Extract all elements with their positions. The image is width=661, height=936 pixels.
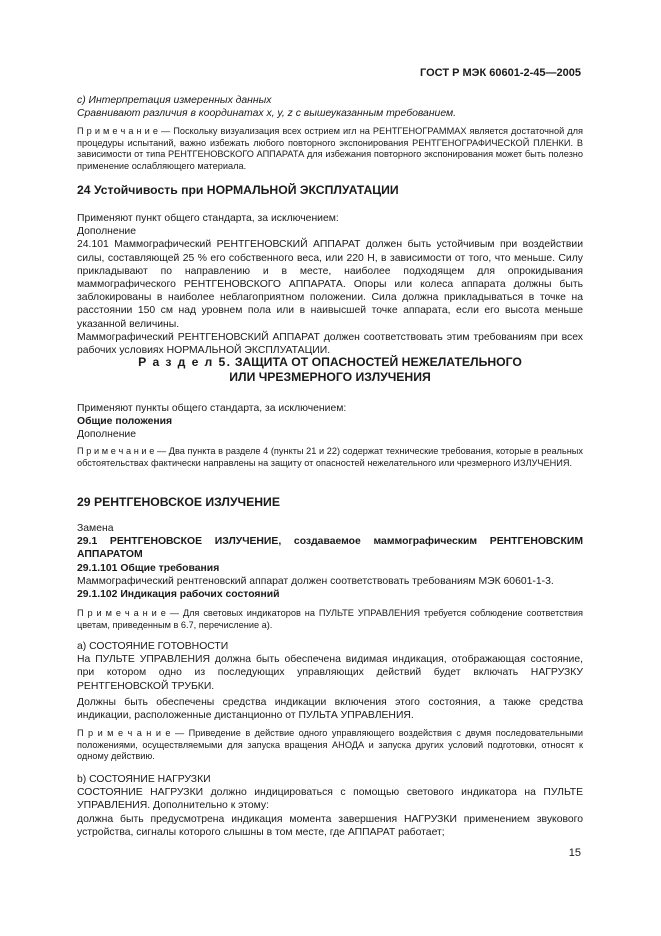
section-24-intro: Применяют пункт общего стандарта, за исключением: — [77, 213, 339, 224]
clause-24-101: 24.101 Маммографический РЕНТГЕНОВСКИЙ АППАРАТ должен быть устойчивым при воздействии силы, составляющей 25 % его собственного веса, или 220 Н, в зависимости от того, что меньше. Силу прикладывают по направлению и в месте, наиболее подходящем для опрокидывания маммографического РЕНТГЕНОВСКОГО АППАРАТА. Опоры или колеса аппарата должны быть заблокированы в наиболее неблагоприятном положении. Сила должна прикладываться в точке на расстоянии 150 см над уровнем пола или в наивысшей точке аппарата, если его высота меньше указанной величины. — [77, 239, 583, 330]
section-5-title-line2: ИЛИ ЧРЕЗМЕРНОГО ИЗЛУЧЕНИЯ — [229, 370, 431, 384]
note-4-label: П р и м е ч а н и е — [77, 728, 171, 738]
block-c — [77, 94, 583, 120]
state-a-p1: На ПУЛЬТЕ УПРАВЛЕНИЯ должна быть обеспечена видимая индикация, отображающая состояние, при котором одно из последующих управляющих действий будет включать НАГРУЗКУ РЕНТГЕНОВСКОЙ ТРУБКИ. — [77, 654, 583, 692]
note-3 — [77, 608, 583, 631]
page-number: 15 — [568, 847, 581, 859]
note-3-text: — Для световых индикаторов на ПУЛЬТЕ УПРАВЛЕНИЯ требуется соблюдение соответствия цветам, приведенным в 6.7, перечисление а). — [77, 608, 583, 630]
clause-29-1-102-title: 29.1.102 Индикация рабочих состояний — [77, 589, 280, 601]
block-c-line2: Сравнивают различия в координатах x, y, z с вышеуказанным требованием. — [77, 108, 457, 120]
section-5-addition: Дополнение — [77, 429, 137, 441]
note-2-label: П р и м е ч а н и е — [77, 446, 155, 456]
section-29-body — [77, 522, 583, 601]
clause-29-1-title: 29.1 РЕНТГЕНОВСКОЕ ИЗЛУЧЕНИЕ, создаваемое маммографическим РЕНТГЕНОВСКИМ АППАРАТОМ — [77, 536, 583, 561]
clause-24-101-p2: Маммографический РЕНТГЕНОВСКИЙ АППАРАТ должен соответствовать этим требованиям при всех рабочих условиях НОРМАЛЬНОЙ ЭКСПЛУАТАЦИИ. — [77, 331, 583, 357]
block-c-line1: c) Интерпретация измеренных данных — [77, 95, 272, 106]
note-4-text: — Приведение в действие одного управляющего воздействия с двумя последовательными положениями, осуществляемыми для запуска вращения АНОДА и запуска других условий подготовки, относят к одному действию. — [77, 728, 583, 762]
clause-29-1-101-text: Маммографический рентгеновский аппарат должен соответствовать требованиям МЭК 60601-1-3. — [77, 575, 554, 587]
state-a — [77, 640, 583, 722]
section-5-title — [77, 355, 583, 385]
note-1 — [77, 126, 583, 172]
note-2-text: — Два пункта в разделе 4 (пункты 21 и 22) содержат технические требования, которые в реальных обстоятельствах фактически направлены на защиту от опасностей нежелательного или чрезмерного ИЗЛУЧЕНИЯ. — [77, 446, 583, 468]
section-5-prefix: Р а з д е л 5. — [138, 355, 232, 369]
state-b-p1: СОСТОЯНИЕ НАГРУЗКИ должно индицироваться с помощью светового индикатора на ПУЛЬТЕ УПРАВЛЕНИЯ. Дополнительно к этому: — [77, 787, 583, 812]
section-24-title: 24 Устойчивость при НОРМАЛЬНОЙ ЭКСПЛУАТАЦИИ — [77, 183, 399, 197]
note-1-text: — Поскольку визуализация всех острием игл на РЕНТГЕНОГРАММАХ является достаточной для процедуры испытаний, важно избежать любого повторного экспонирования РЕНТГЕНОГРАФИЧЕСКОЙ ПЛЕНКИ. В зависимости от типа РЕНТГЕНОВСКОГО АППАРАТА для избежания повторного экспонирования может быть полезно применение ослабляющего материала. — [77, 126, 583, 171]
state-b-title: b) СОСТОЯНИЕ НАГРУЗКИ — [77, 774, 211, 785]
state-b — [77, 773, 583, 839]
section-24-addition: Дополнение — [77, 226, 137, 238]
state-a-title: a) СОСТОЯНИЕ ГОТОВНОСТИ — [77, 641, 229, 652]
state-a-p2: Должны быть обеспечены средства индикации включения этого состояния, а также средства индикации, расположенные дистанционно от ПУЛЬТА УПРАВЛЕНИЯ. — [77, 696, 583, 722]
state-b-p2: должна быть предусмотрена индикация момента завершения НАГРУЗКИ применением звукового устройства, сигналы которого слышны в том месте, где АППАРАТ работает; — [77, 813, 583, 838]
section-5-general: Общие положения — [77, 416, 173, 428]
section-29-replace: Замена — [77, 523, 114, 534]
clause-29-1-101-title: 29.1.101 Общие требования — [77, 562, 220, 574]
section-5-title-line1: ЗАЩИТА ОТ ОПАСНОСТЕЙ НЕЖЕЛАТЕЛЬНОГО — [234, 355, 522, 369]
standard-header: ГОСТ Р МЭК 60601-2-45—2005 — [420, 67, 581, 79]
note-2 — [77, 446, 583, 469]
note-1-label: П р и м е ч а н и е — [77, 126, 158, 136]
section-5-intro: Применяют пункты общего стандарта, за исключением: — [77, 403, 347, 414]
note-3-label: П р и м е ч а н и е — [77, 608, 166, 618]
section-5-body — [77, 402, 583, 442]
section-24-body — [77, 212, 583, 357]
note-4 — [77, 728, 583, 763]
section-29-title: 29 РЕНТГЕНОВСКОЕ ИЗЛУЧЕНИЕ — [77, 495, 280, 509]
